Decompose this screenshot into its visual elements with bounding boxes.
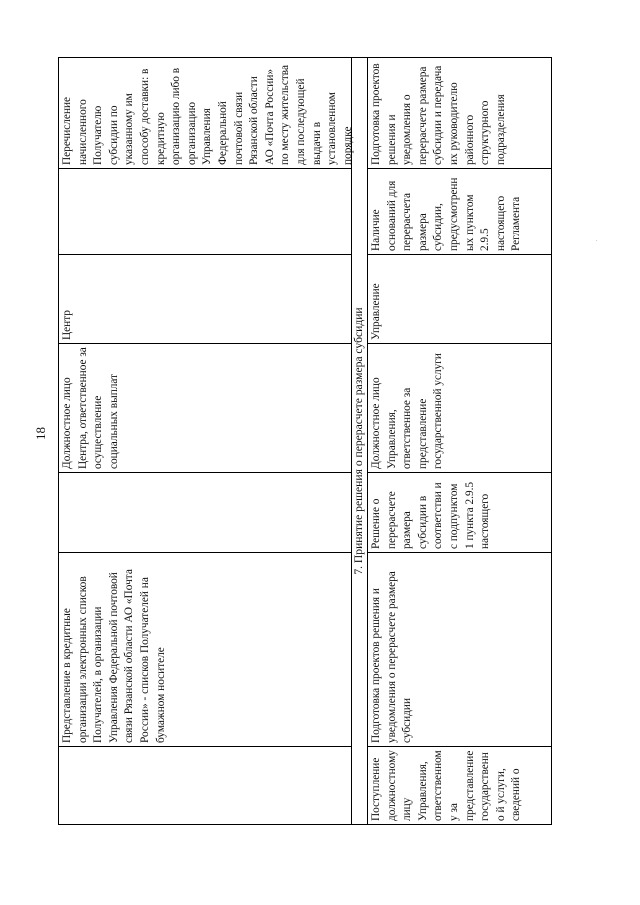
table-row-continued <box>59 58 352 825</box>
cell-term <box>60 476 350 549</box>
page-number: 18 <box>33 427 48 440</box>
cell-performer-place: Центр <box>61 310 73 340</box>
cell-action-content: Представление в кредитные организации электронных списков Получателей, в организации Управления Федеральной почтовой связи Рязанской области АО «Почта России» - списков Получателей на бумажном носителе <box>61 569 167 743</box>
cell-action-content: Подготовка проектов решения и уведомления о перерасчете размера субсидии <box>370 571 414 743</box>
cell-result: Перечисление начисленного Получателю субсидии по указанному им способу доставки: в кредитную организацию либо в организацию Управления Федеральной почтовой связи Рязанской области АО «Почта России» по месту жительства для последующей выдачи в установленном порядке <box>61 65 354 165</box>
cell-responsible-official: Должностное лицо Управления, ответственное за представление государственной услуги <box>370 353 445 469</box>
section-title-row <box>352 58 368 825</box>
cell-result: Подготовка проектов решения и уведомления о перерасчете размера субсидии и передача их руководителю районного структурного подразделения <box>370 63 507 165</box>
section-title: 7. Принятие решения о перерасчете размера субсидии <box>352 58 368 825</box>
rotated-table-wrapper <box>58 58 571 825</box>
cell-performer-place: Управление <box>370 283 382 340</box>
cell-responsible-official: Должностное лицо Центра, ответственное за осуществление социальных выплат <box>61 347 120 469</box>
cell-stage-basis: Поступление должностному лицу Управления, ответственном у за представление государственно й услуги, сведений о <box>370 750 523 821</box>
regulation-table <box>58 57 552 825</box>
regulation-table-area <box>58 58 571 825</box>
cell-term: Решение о перерасчете размера субсидии в соответстви и с подпунктом 1 пункта 2.9.5 настоящего <box>370 481 492 549</box>
table-row-section7 <box>368 58 552 825</box>
cell-decision-criteria: Наличие оснований для перерасчета размера субсидии, предусмотренных пунктом 2.9.5 настоящего Регламента <box>370 177 523 251</box>
scan-speck <box>596 240 597 241</box>
cell-decision-criteria <box>60 172 350 251</box>
cell-stage-basis <box>60 750 350 821</box>
